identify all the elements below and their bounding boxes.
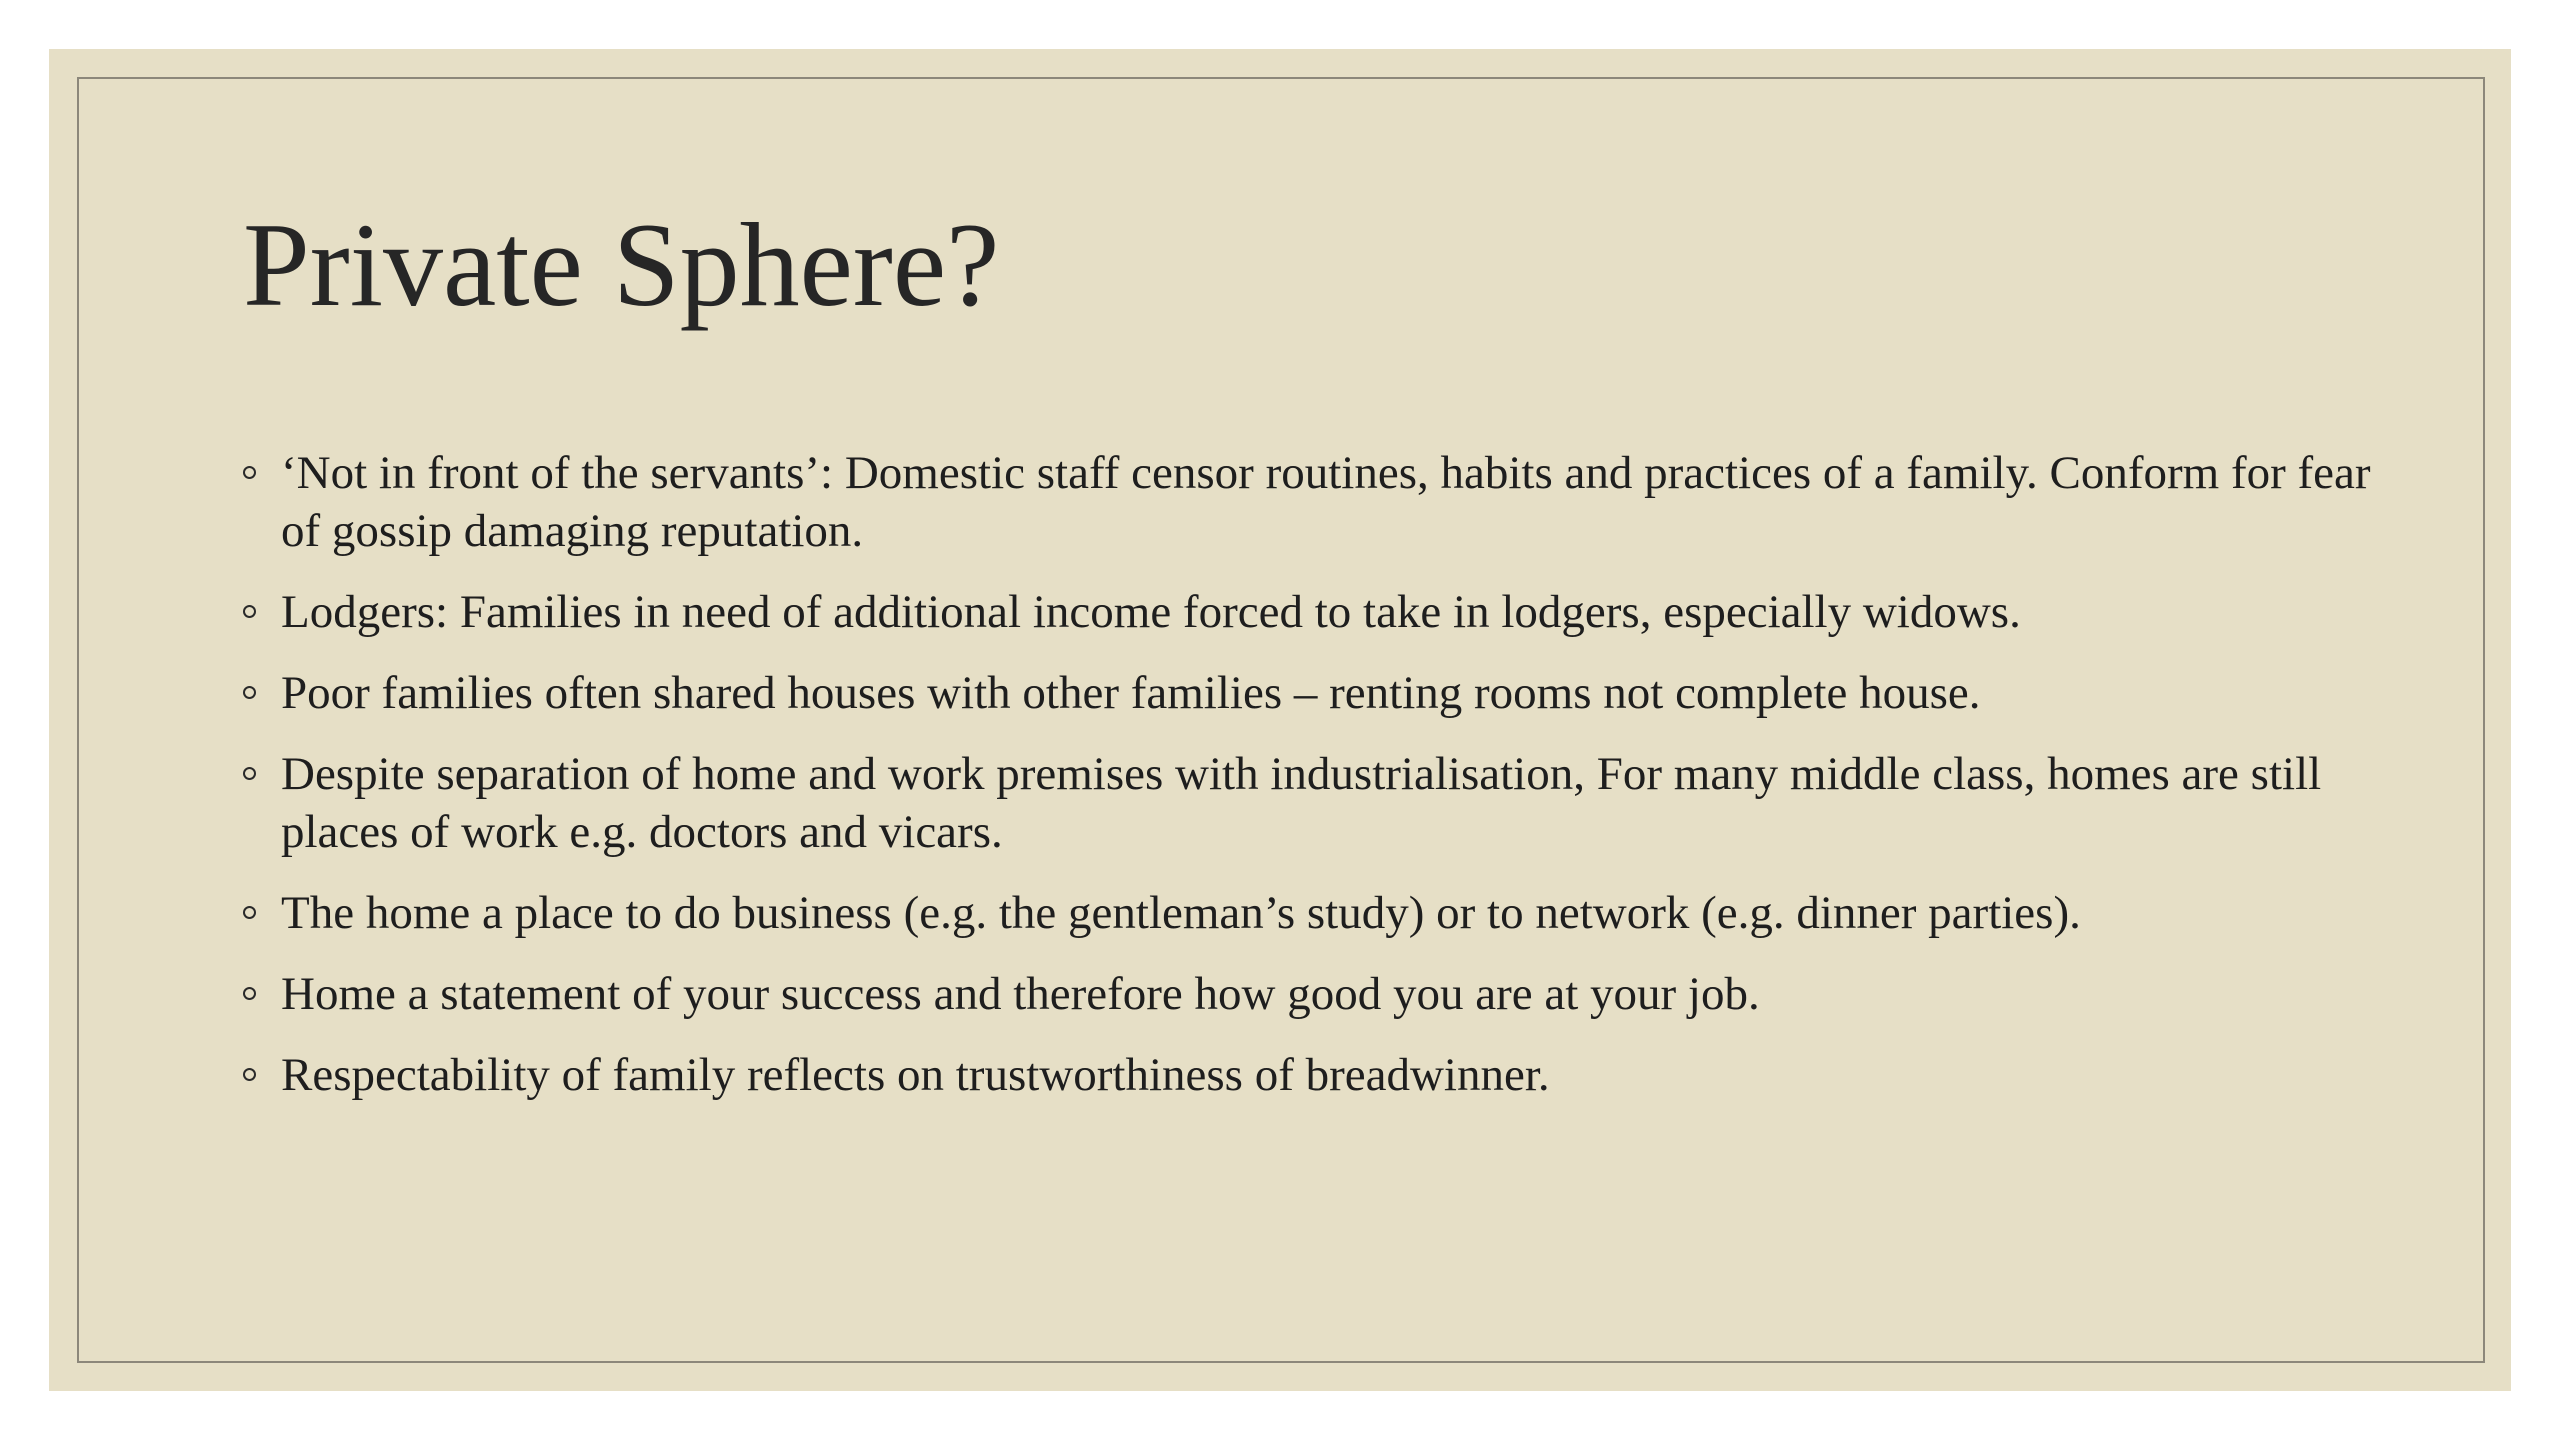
slide bbox=[49, 49, 2511, 1391]
bullet-item bbox=[243, 965, 2383, 1023]
bullet-text: Home a statement of your success and therefore how good you are at your job. bbox=[281, 968, 1760, 1020]
bullet-icon bbox=[243, 605, 256, 618]
bullet-icon bbox=[243, 1068, 256, 1081]
bullet-item bbox=[243, 444, 2383, 560]
bullet-icon bbox=[243, 987, 256, 1000]
bullet-item bbox=[243, 664, 2383, 722]
bullet-icon bbox=[243, 906, 256, 919]
bullet-item bbox=[243, 745, 2383, 861]
bullet-item bbox=[243, 583, 2383, 641]
bullet-icon bbox=[243, 466, 256, 479]
bullet-item bbox=[243, 1046, 2383, 1104]
bullet-icon bbox=[243, 767, 256, 780]
bullet-text: Despite separation of home and work premises with industrialisation, For many middle class, homes are still places of work e.g. doctors and vicars. bbox=[281, 748, 2322, 858]
bullet-item bbox=[243, 884, 2383, 942]
bullet-text: Poor families often shared houses with other families – renting rooms not complete house. bbox=[281, 667, 1981, 719]
bullet-icon bbox=[243, 686, 256, 699]
bullet-text: Respectability of family reflects on trustworthiness of breadwinner. bbox=[281, 1049, 1550, 1101]
bullet-list bbox=[243, 444, 2383, 1127]
bullet-text: Lodgers: Families in need of additional income forced to take in lodgers, especially widows. bbox=[281, 586, 2021, 638]
bullet-text: The home a place to do business (e.g. the gentleman’s study) or to network (e.g. dinner parties). bbox=[281, 887, 2081, 939]
bullet-text: ‘Not in front of the servants’: Domestic staff censor routines, habits and practices of a family. Conform for fear of gossip damaging reputation. bbox=[281, 447, 2371, 557]
slide-title: Private Sphere? bbox=[243, 198, 1000, 331]
